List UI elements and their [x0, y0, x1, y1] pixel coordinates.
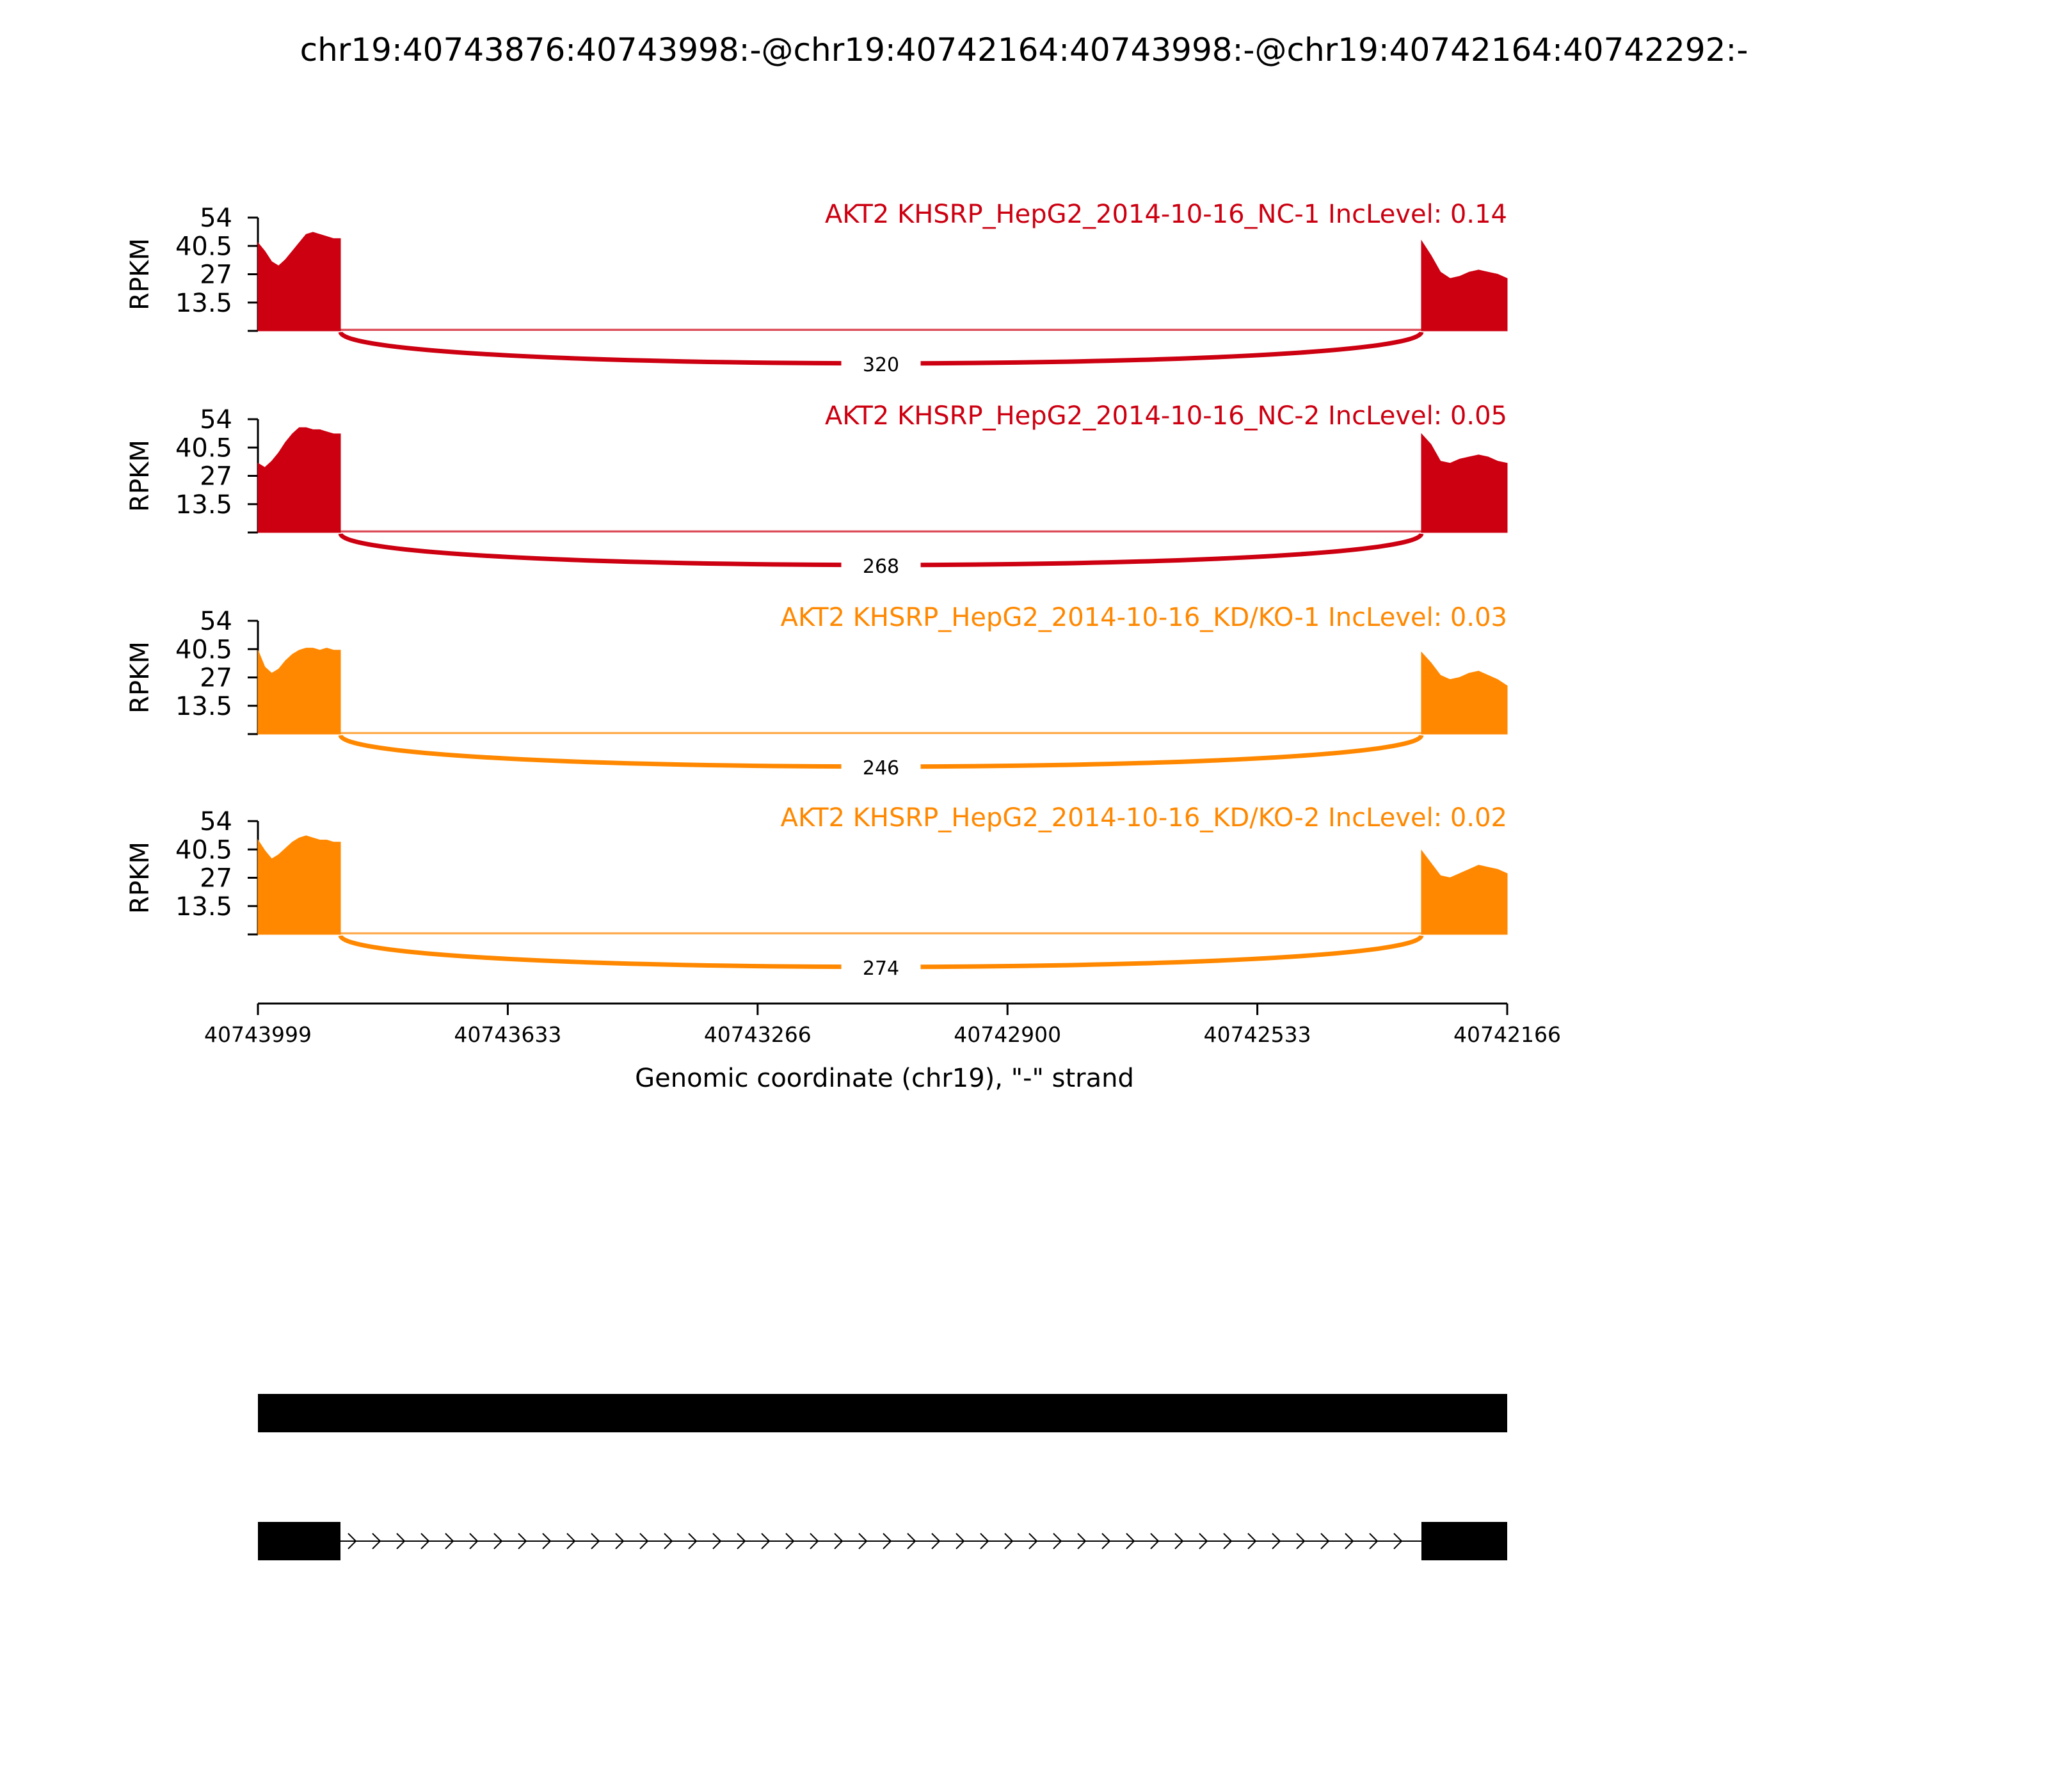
junction-count: 246: [862, 757, 900, 780]
sample-label: AKT2 KHSRP_HepG2_2014-10-16_NC-1 IncLevel: 0.14: [824, 200, 1507, 229]
x-tick-label: 40743999: [204, 1022, 312, 1047]
sample-label: AKT2 KHSRP_HepG2_2014-10-16_KD/KO-1 IncLevel: 0.03: [780, 603, 1507, 632]
intron-coverage: [340, 531, 1421, 532]
y-tick-label: 13.5: [175, 691, 232, 721]
y-tick-label: 13.5: [175, 490, 232, 520]
y-tick-label: 54: [200, 204, 232, 233]
x-axis-label: Genomic coordinate (chr19), "-" strand: [635, 1064, 1134, 1093]
isoform-2-exon-left: [258, 1522, 340, 1560]
y-tick-label: 40.5: [175, 232, 232, 262]
y-tick-label: 27: [200, 260, 232, 290]
junction-count: 274: [862, 957, 900, 980]
y-tick-label: 54: [200, 405, 232, 435]
isoform-1-exon: [258, 1394, 1507, 1432]
intron-coverage: [340, 732, 1421, 734]
junction-count: 268: [862, 556, 900, 578]
sample-label: AKT2 KHSRP_HepG2_2014-10-16_KD/KO-2 IncLevel: 0.02: [780, 803, 1507, 833]
x-tick-label: 40743266: [703, 1022, 812, 1047]
y-tick-label: 27: [200, 663, 232, 693]
y-axis-label: RPKM: [125, 238, 155, 310]
x-tick-label: 40742166: [1453, 1022, 1561, 1047]
y-tick-label: 40.5: [175, 433, 232, 463]
y-tick-label: 54: [200, 607, 232, 636]
y-tick-label: 40.5: [175, 835, 232, 865]
y-axis-label: RPKM: [125, 842, 155, 914]
y-tick-label: 27: [200, 863, 232, 893]
y-tick-label: 40.5: [175, 635, 232, 665]
y-axis-label: RPKM: [125, 641, 155, 714]
x-tick-label: 40742900: [954, 1022, 1062, 1047]
isoform-2-exon-right: [1421, 1522, 1507, 1560]
x-tick-label: 40743633: [454, 1022, 562, 1047]
intron-coverage: [340, 329, 1421, 331]
y-tick-label: 13.5: [175, 892, 232, 922]
chart-title: chr19:40743876:40743998:-@chr19:40742164:40743998:-@chr19:40742164:40742292:-: [300, 31, 1748, 68]
junction-count: 320: [862, 354, 900, 376]
y-tick-label: 27: [200, 461, 232, 492]
y-tick-label: 54: [200, 807, 232, 836]
y-axis-label: RPKM: [125, 440, 155, 512]
sample-label: AKT2 KHSRP_HepG2_2014-10-16_NC-2 IncLevel: 0.05: [824, 401, 1507, 431]
intron-coverage: [340, 932, 1421, 934]
x-tick-label: 40742533: [1203, 1022, 1311, 1047]
y-tick-label: 13.5: [175, 288, 232, 318]
